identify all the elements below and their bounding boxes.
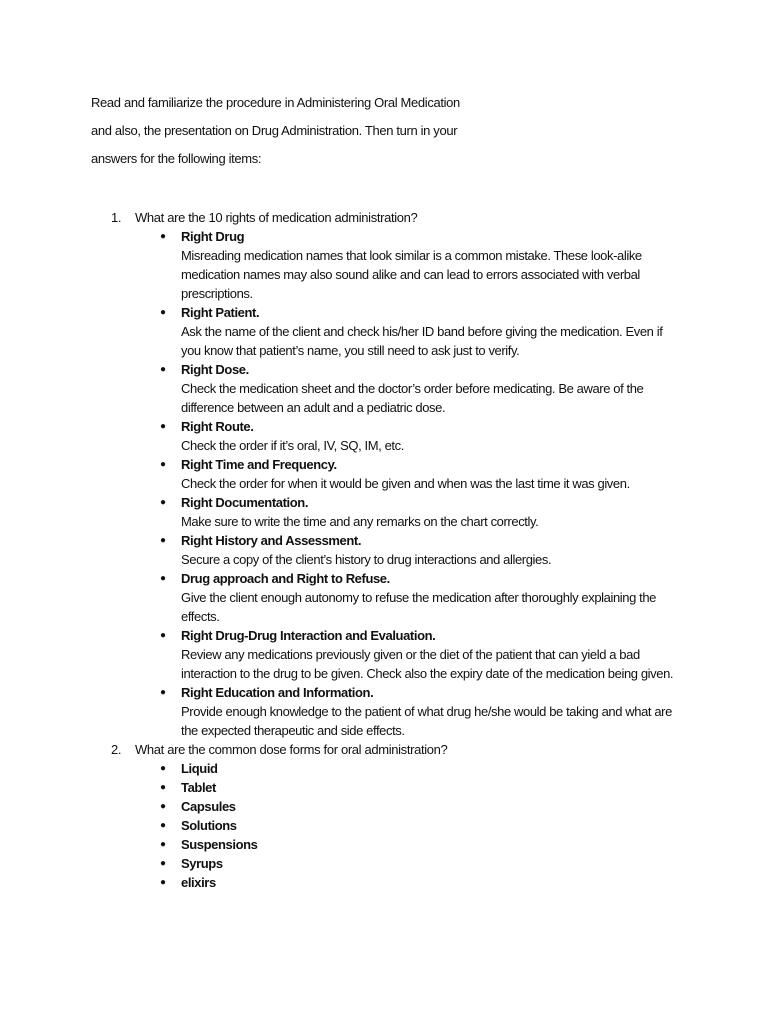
- item-description: Secure a copy of the client’s history to drug interactions and allergies.: [181, 552, 552, 567]
- intro-paragraph: [91, 92, 731, 176]
- list-item: [111, 417, 711, 455]
- list-item: [111, 455, 711, 493]
- item-title: Suspensions: [181, 837, 258, 852]
- item-title: Solutions: [181, 818, 237, 833]
- list-item: [111, 227, 711, 303]
- item-title: Right Dose.: [181, 362, 249, 377]
- list-item: [111, 683, 711, 740]
- item-title: Drug approach and Right to Refuse.: [181, 571, 390, 586]
- question-1: [111, 208, 711, 740]
- bullet-icon: ●: [160, 573, 166, 584]
- bullet-icon: ●: [160, 364, 166, 375]
- bullet-icon: ●: [160, 231, 166, 242]
- question-heading: [111, 208, 711, 227]
- question-text: What are the common dose forms for oral administration?: [135, 742, 448, 757]
- answer-list: [111, 759, 711, 892]
- item-description: Check the medication sheet and the doctor’s order before medicating. Be aware of the difference between an adult and a pediatric dose.: [181, 381, 644, 415]
- list-item: [111, 569, 711, 626]
- item-title: Tablet: [181, 780, 216, 795]
- bullet-icon: ●: [160, 307, 166, 318]
- item-description: Ask the name of the client and check his/her ID band before giving the medication. Even if you know that patient’s name, you still need to ask just to verify.: [181, 324, 663, 358]
- list-item: [111, 360, 711, 417]
- bullet-icon: ●: [160, 421, 166, 432]
- item-title: Right Patient.: [181, 305, 260, 320]
- bullet-icon: ●: [160, 839, 166, 850]
- list-item: [111, 303, 711, 360]
- list-item: [111, 759, 711, 778]
- list-item: [111, 835, 711, 854]
- list-item: [111, 778, 711, 797]
- item-title: Right History and Assessment.: [181, 533, 362, 548]
- question-list: [111, 208, 711, 892]
- item-title: Right Drug-Drug Interaction and Evaluation.: [181, 628, 436, 643]
- bullet-icon: ●: [160, 459, 166, 470]
- bullet-icon: ●: [160, 801, 166, 812]
- question-2: [111, 740, 711, 892]
- list-item: [111, 493, 711, 531]
- item-title: Liquid: [181, 761, 218, 776]
- bullet-icon: ●: [160, 782, 166, 793]
- item-description: Check the order for when it would be given and when was the last time it was given.: [181, 476, 630, 491]
- bullet-icon: ●: [160, 877, 166, 888]
- question-number: 1.: [111, 210, 122, 225]
- item-title: Right Route.: [181, 419, 254, 434]
- item-title: Capsules: [181, 799, 236, 814]
- item-title: elixirs: [181, 875, 216, 890]
- bullet-icon: ●: [160, 763, 166, 774]
- bullet-icon: ●: [160, 687, 166, 698]
- item-description: Review any medications previously given or the diet of the patient that can yield a bad interaction to the drug to be given. Check also the expiry date of the medication being given.: [181, 647, 674, 681]
- item-description: Provide enough knowledge to the patient of what drug he/she would be taking and what are the expected therapeutic and side effects.: [181, 704, 672, 738]
- item-title: Right Education and Information.: [181, 685, 374, 700]
- question-heading: [111, 740, 711, 759]
- list-item: [111, 816, 711, 835]
- question-number: 2.: [111, 742, 122, 757]
- intro-line: answers for the following items:: [91, 151, 262, 166]
- item-title: Right Drug: [181, 229, 245, 244]
- list-item: [111, 873, 711, 892]
- item-description: Misreading medication names that look similar is a common mistake. These look-alike medication names may also sound alike and can lead to errors associated with verbal prescriptions.: [181, 248, 642, 301]
- answer-list: [111, 227, 711, 740]
- list-item: [111, 797, 711, 816]
- bullet-icon: ●: [160, 858, 166, 869]
- bullet-icon: ●: [160, 535, 166, 546]
- list-item: [111, 626, 711, 683]
- list-item: [111, 531, 711, 569]
- item-description: Give the client enough autonomy to refuse the medication after thoroughly explaining the effects.: [181, 590, 657, 624]
- item-title: Syrups: [181, 856, 223, 871]
- bullet-icon: ●: [160, 630, 166, 641]
- item-title: Right Time and Frequency.: [181, 457, 337, 472]
- item-description: Make sure to write the time and any remarks on the chart correctly.: [181, 514, 539, 529]
- list-item: [111, 854, 711, 873]
- bullet-icon: ●: [160, 820, 166, 831]
- item-title: Right Documentation.: [181, 495, 309, 510]
- intro-line: Read and familiarize the procedure in Administering Oral Medication: [91, 95, 460, 110]
- question-text: What are the 10 rights of medication administration?: [135, 210, 418, 225]
- intro-line: and also, the presentation on Drug Administration. Then turn in your: [91, 123, 458, 138]
- item-description: Check the order if it’s oral, IV, SQ, IM, etc.: [181, 438, 404, 453]
- bullet-icon: ●: [160, 497, 166, 508]
